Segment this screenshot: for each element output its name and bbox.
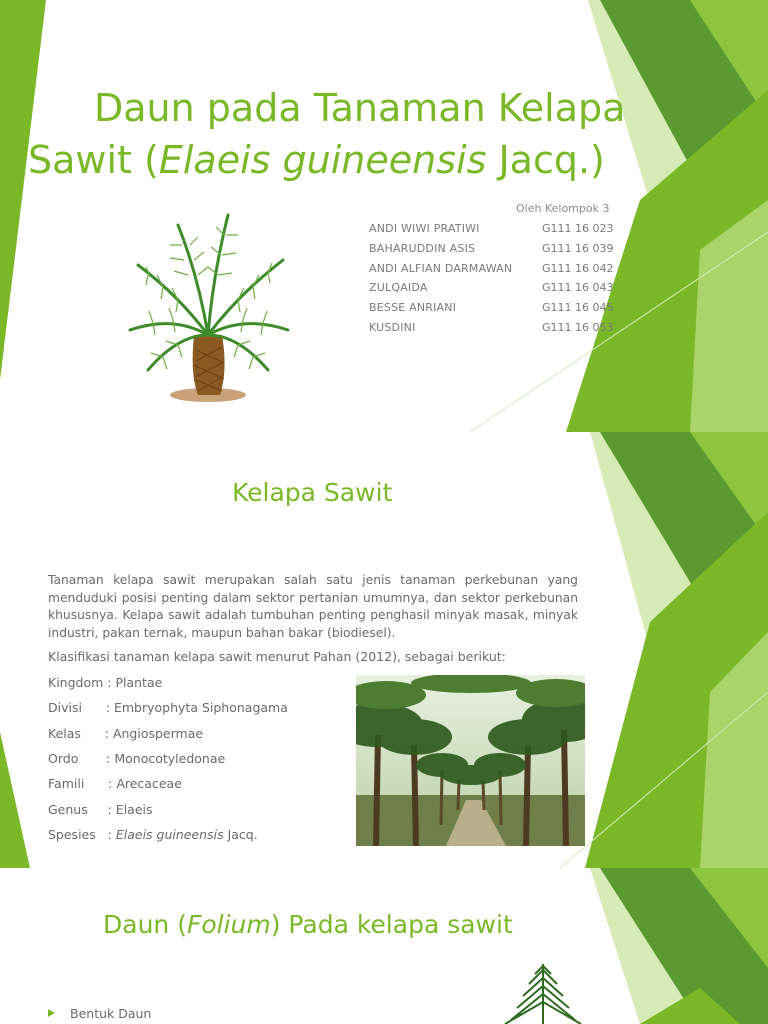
taxonomy-row [48, 827, 258, 842]
taxonomy-value: Plantae [115, 675, 163, 690]
member-nim: G111 16 039 [542, 241, 614, 255]
taxonomy-row [48, 700, 288, 715]
title-suffix: ) Pada kelapa sawit [270, 910, 513, 939]
member-nim: G111 16 042 [542, 261, 614, 275]
member-nim: G111 16 023 [542, 222, 614, 235]
slide-title [103, 910, 513, 939]
member-name: BESSE ANRIANI [369, 301, 457, 315]
taxonomy-value: Angiospermae [112, 725, 204, 741]
taxonomy-value: Monocotyledonae [114, 750, 226, 766]
title-line-2 [28, 134, 628, 186]
member-name: KUSDINI [369, 321, 416, 334]
taxonomy-rank: Ordo : [48, 750, 115, 766]
member-name: ZULQAIDA [369, 281, 428, 295]
title-suffix: Jacq.) [486, 138, 605, 182]
taxonomy-row [48, 776, 182, 791]
member-nim: G111 16 045 [542, 301, 614, 315]
member-nim: G111 16 043 [542, 281, 614, 295]
taxonomy-rank: Genus : [48, 801, 116, 817]
intro-paragraph: Tanaman kelapa sawit merupakan salah satu jenis tanaman perkebunan yang menduduki posisi penting dalam sektor pertanian umumnya, dan sektor perkebunan khususnya. Kelapa sawit adalah tumbuhan penting penghasil minyak masak, minyak industri, pakan ternak, maupun bahan bakar (biodiesel). [48, 573, 578, 640]
member-name: BAHARUDDIN ASIS [369, 241, 476, 255]
taxonomy-row [48, 675, 162, 690]
title-slide [0, 0, 768, 432]
green-facet-decoration [0, 868, 768, 1024]
member-name: ANDI WIWI PRATIWI [369, 222, 480, 235]
bullet-arrow-icon [48, 1009, 55, 1017]
title-prefix: Daun ( [103, 910, 187, 939]
green-facet-decoration [0, 0, 768, 432]
taxonomy-value: Arecaceae [116, 776, 182, 792]
taxonomy-rank: Famili : [48, 776, 117, 792]
daun-slide [0, 868, 768, 1024]
scientific-name: Elaeis guineensis [158, 138, 487, 182]
member-name: ANDI ALFIAN DARMAWAN [369, 261, 513, 275]
taxonomy-author: Jacq. [223, 826, 258, 842]
presentation-title [28, 82, 628, 186]
palm-tree-illustration [118, 205, 298, 405]
taxonomy-rank: Divisi : [48, 700, 114, 716]
taxonomy-value: Elaeis [115, 801, 153, 817]
title-italic: Folium [186, 910, 271, 939]
title-prefix: Sawit ( [28, 138, 159, 182]
classification-intro: Klasifikasi tanaman kelapa sawit menurut Pahan (2012), sebagai berikut: [48, 649, 506, 664]
taxonomy-rank: Kingdom : [48, 675, 116, 690]
bullet-item: Bentuk Daun [70, 1006, 152, 1021]
taxonomy-row [48, 726, 203, 741]
group-byline: Oleh Kelompok 3 [516, 202, 610, 215]
taxonomy-row [48, 751, 225, 766]
taxonomy-row [48, 802, 153, 817]
title-line-1: Daun pada Tanaman Kelapa [94, 86, 626, 130]
taxonomy-rank: Spesies : [48, 826, 116, 842]
palm-plantation-photo [356, 675, 585, 846]
member-nim: G111 16 053 [542, 321, 614, 334]
taxonomy-value: Elaeis guineensis [115, 826, 224, 842]
slide-title: Kelapa Sawit [232, 478, 393, 507]
taxonomy-rank: Kelas : [48, 725, 113, 741]
taxonomy-value: Embryophyta Siphonagama [113, 700, 288, 716]
palm-frond-illustration [488, 960, 598, 1024]
